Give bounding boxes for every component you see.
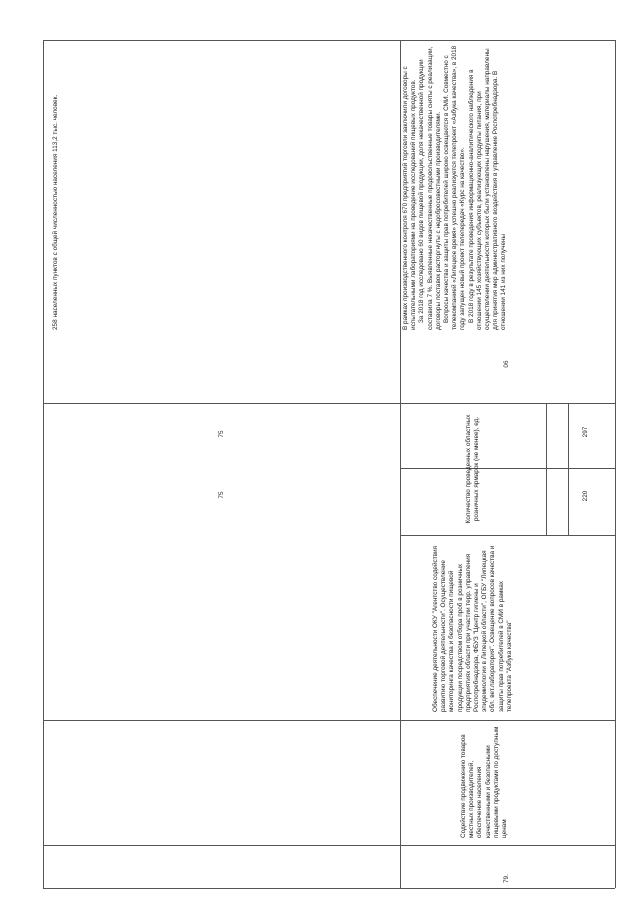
indicator-text: Количество проведенных областных розничных ярмарок (не менее), ед. (465, 414, 481, 524)
population-note: 258 населенных пунктов с общей численностью населения 113,2 тыс. человек. (52, 94, 59, 330)
table-rule-left (43, 40, 44, 888)
table-rule-subsplit (400, 468, 615, 469)
table-rule-row-number (43, 845, 615, 846)
description-paragraph: Вопросы качества и защиты прав потребителей широко освещаются в СМИ. Совместно с телекомпанией «Липецкое время» успешно реализуется телепроект «Азбука качества», в 2018 году запущен новый проект телепередач «Курс на качество». (443, 45, 467, 330)
table-rule-row-split (43, 403, 615, 404)
description-text (402, 45, 509, 330)
table-rule-col-values (568, 403, 569, 535)
value-75-first: 75 (218, 491, 225, 499)
table-rule-row-goal (43, 720, 615, 721)
code-06: 06 (503, 360, 510, 368)
value-220: 220 (582, 490, 589, 502)
row-number: 79. (503, 874, 510, 883)
description-paragraph: В рамках производственного контроля 670 предприятий торговли заключили договоры с испытательными лабораториями на проведение исследований пищевых продуктов. (402, 66, 418, 330)
value-297: 297 (582, 426, 589, 438)
activity-text: Обеспечение деятельности ОКУ "Агентство содействия развитию торговой деятельности". Осуществление мониторинга качества и безопасности пищевой продукции посредством отбора проб в розничных предприятиях области при участии терр. управления Роспотребнадзора, ФБУЗ "Центр гигиены и эпидемиологии в Липецкой области", ОГБУ "Липецкая обл. вет.лаборатория". Освещение вопросов качества и защиты прав потребителей в СМИ в рамках телепроекта "Азбука качества" (432, 545, 513, 712)
goal-text: Содействие продвижению товаров местных производителей, обеспечение населения качественными и безопасными пищевыми продуктами по доступным ценам (460, 726, 509, 838)
description-paragraph: За 2018 год исследовано 60 видов пищевой продукции, доля некачественной продукции составила 7 %. Выявленные некачественные продовольственные товары сняты с реализации, договоры поставок расторгнуты с недобросовестными производителями. (418, 46, 442, 330)
table-rule-midsplit (400, 535, 615, 536)
value-75-second: 75 (218, 430, 225, 438)
table-rule-col-left-main (400, 40, 401, 888)
table-rule-col-sub (546, 403, 547, 535)
table-rule-top (43, 40, 615, 41)
table-rule-right (615, 40, 616, 888)
description-paragraph: В 2018 году в результате проведения информационно-аналитического наблюдения в отношении 145 хозяйствующих субъектов, реализующих продукты питания, при осуществлении деятельности которых были установлены нарушения, материалы направлены для принятия мер административного воздействия в управление Роспотребнадзора. В отношении 141 из них получены (467, 48, 508, 330)
table-rule-bottom (43, 888, 615, 889)
